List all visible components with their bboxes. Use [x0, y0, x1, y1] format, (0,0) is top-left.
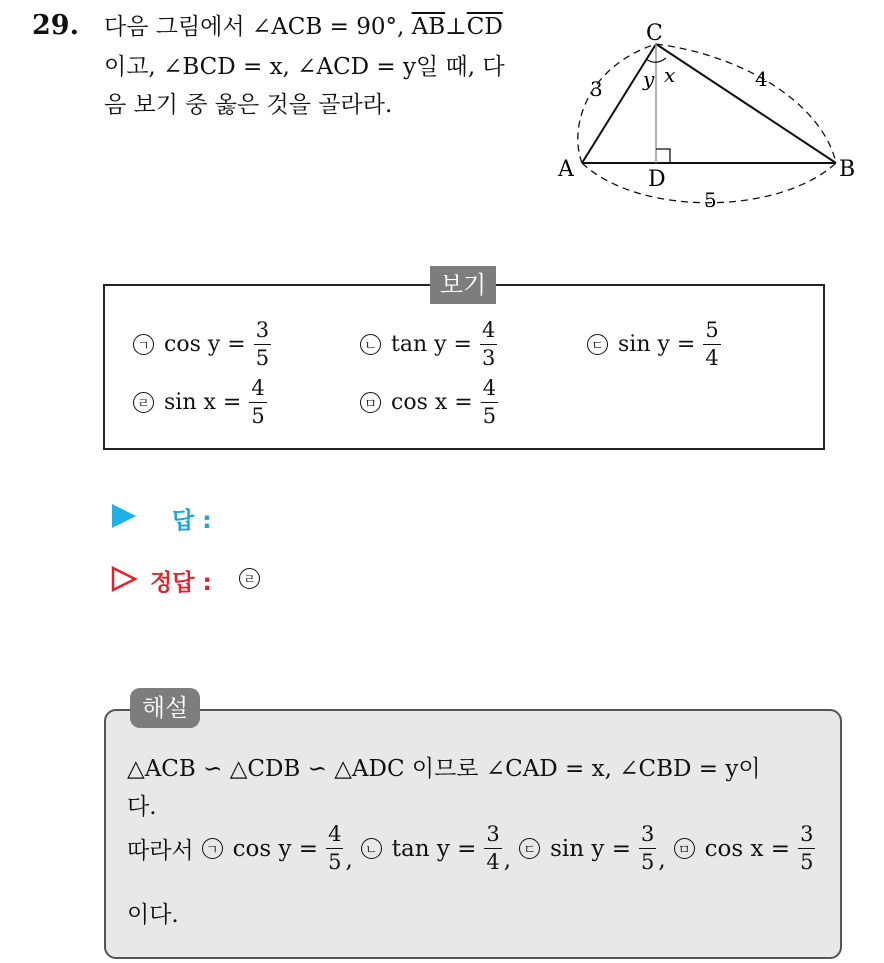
denominator: 5: [482, 404, 497, 428]
question-line-1-text: 다음 그림에서 ∠ACB = 90°,: [104, 14, 412, 40]
choice-mark: ㄴ: [360, 334, 381, 355]
choice-expr: cos y =: [232, 835, 319, 862]
answer-arrow-icon: [112, 504, 136, 528]
choice-mark: ㄱ: [133, 334, 154, 355]
denominator: 3: [481, 346, 496, 370]
choice-expr: cos y =: [164, 332, 246, 357]
denominator: 4: [486, 850, 500, 874]
denominator: 5: [800, 850, 814, 874]
choice-mark: ㄱ: [202, 838, 223, 859]
denominator: 5: [328, 850, 342, 874]
choice-expr: sin y =: [550, 835, 631, 862]
label-x: x: [664, 63, 676, 87]
choice-mark: ㅁ: [674, 838, 695, 859]
segment-cd: $\overline{CD}$: [466, 14, 503, 40]
choice-item: [587, 320, 721, 369]
choice-mark: ㅁ: [360, 392, 381, 413]
label-a: A: [558, 157, 574, 182]
choice-expr: cos x =: [391, 390, 473, 415]
fraction: [480, 320, 497, 369]
numerator: 4: [480, 320, 497, 345]
fraction: [639, 824, 656, 873]
question-number: 29.: [32, 10, 79, 41]
label-c: C: [646, 21, 663, 46]
fraction: [703, 320, 720, 369]
triangle-figure: [548, 16, 868, 216]
answer-label: 답 :: [172, 508, 212, 534]
numerator: 5: [703, 320, 720, 345]
denominator: 4: [705, 346, 719, 370]
choice-expr: cos x =: [704, 835, 791, 862]
length-bc: 4: [755, 67, 768, 91]
right-angle-mark: [656, 149, 670, 163]
question-line-2: 이고, ∠BCD = x, ∠ACD = y일 때, 다: [104, 54, 505, 80]
label-d: D: [648, 167, 666, 192]
length-ac: 3: [590, 77, 603, 101]
choice-expr: tan y =: [391, 835, 477, 862]
denominator: 5: [255, 346, 270, 370]
side-bc: [656, 44, 836, 163]
explanation-line-3: 따라서 ㄱ cos y = $\frac{4}{5}$ , ㄴ tan y = $\frac{3}{4}$ , ㄷ sin y = $\frac{3}{5}$ , ㅁ cos x = $\frac{3}{5}$: [127, 822, 814, 874]
correct-answer-mark: ㄹ: [239, 568, 260, 589]
choice-expr: sin y =: [618, 332, 696, 357]
label-b: B: [839, 157, 856, 182]
choice-mark: ㄷ: [587, 334, 608, 355]
numerator: 3: [484, 824, 501, 849]
correct-answer-label: 정답 :: [150, 570, 212, 596]
fraction: [326, 824, 343, 873]
choice-mark: ㄹ: [133, 392, 154, 413]
choice-item: [360, 378, 498, 427]
choice-mark: ㄷ: [519, 838, 540, 859]
choice-expr: sin x =: [164, 390, 242, 415]
choice-mark: ㄴ: [361, 838, 382, 859]
fraction: [798, 824, 815, 873]
numerator: 3: [639, 824, 656, 849]
question-line-1: [104, 16, 503, 39]
segment-ab: $\overline{AB}$: [411, 14, 446, 40]
length-ab: 5: [704, 188, 717, 212]
choice-item: [133, 320, 271, 369]
fraction: [484, 824, 501, 873]
correct-arrow-icon: [110, 565, 138, 593]
choices-title: 보기: [430, 266, 496, 304]
choice-item: [133, 378, 267, 427]
numerator: 4: [326, 824, 343, 849]
fraction: [254, 320, 271, 369]
choice-item: [360, 320, 497, 369]
correct-answer-value: [239, 568, 270, 589]
numerator: 3: [798, 824, 815, 849]
explanation-line-1: △ACB ∽ △CDB ∽ △ADC 이므로 ∠CAD = x, ∠CBD = y이: [127, 756, 761, 782]
numerator: 4: [481, 378, 498, 403]
denominator: 5: [640, 850, 655, 874]
fraction: [249, 378, 266, 427]
explanation-line-4: 이다.: [127, 902, 179, 928]
explanation-line-3-text: 따라서: [127, 838, 194, 864]
question-line-3: 음 보기 중 옳은 것을 골라라.: [104, 92, 393, 118]
label-y: y: [643, 67, 655, 91]
numerator: 4: [249, 378, 266, 403]
explanation-line-2: 다.: [127, 794, 157, 820]
fraction: [481, 378, 498, 427]
denominator: 5: [251, 404, 265, 428]
choice-expr: tan y =: [391, 332, 472, 357]
perpendicular-symbol: ⊥: [445, 14, 467, 40]
explanation-title: 해설: [130, 688, 200, 728]
numerator: 3: [254, 320, 271, 345]
